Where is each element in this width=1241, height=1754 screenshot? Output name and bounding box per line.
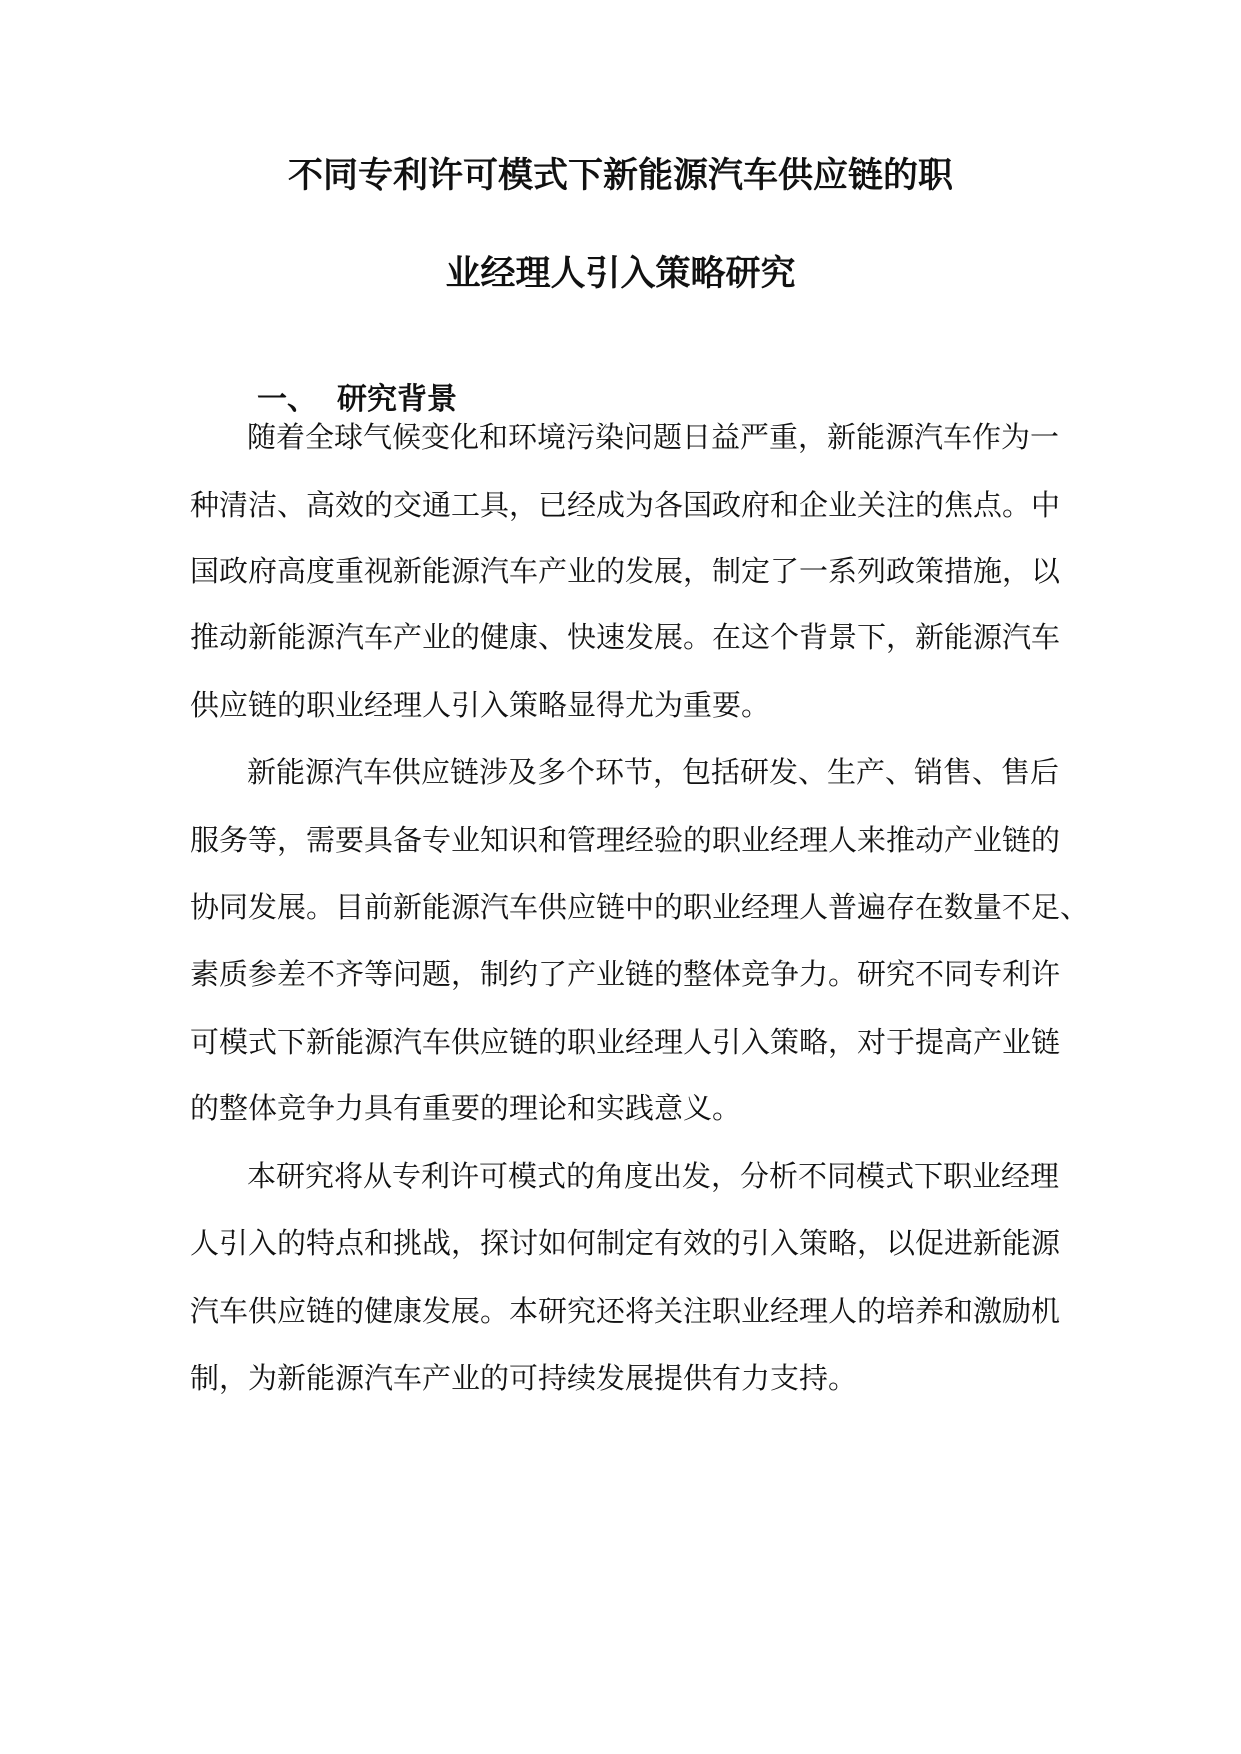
paragraph-line: 国政府高度重视新能源汽车产业的发展，制定了一系列政策措施，以: [190, 554, 1061, 588]
paragraph-line: 种清洁、高效的交通工具，已经成为各国政府和企业关注的焦点。中: [190, 488, 1061, 522]
paragraph-line: 随着全球气候变化和环境污染问题日益严重，新能源汽车作为一: [247, 420, 1060, 454]
paragraph-line: 素质参差不齐等问题，制约了产业链的整体竞争力。研究不同专利许: [190, 957, 1061, 991]
paragraph-line: 可模式下新能源汽车供应链的职业经理人引入策略，对于提高产业链: [190, 1025, 1061, 1059]
paragraph-line: 汽车供应链的健康发展。本研究还将关注职业经理人的培养和激励机: [190, 1294, 1061, 1328]
document-title-line-2: 业经理人引入策略研究: [445, 253, 796, 294]
paragraph-line: 制，为新能源汽车产业的可持续发展提供有力支持。: [190, 1361, 858, 1395]
section-heading-text: 研究背景: [337, 382, 457, 417]
section-number: 一、: [257, 382, 317, 417]
paragraph-line: 协同发展。目前新能源汽车供应链中的职业经理人普遍存在数量不足、: [190, 890, 1090, 924]
paragraph-line: 推动新能源汽车产业的健康、快速发展。在这个背景下，新能源汽车: [190, 620, 1061, 654]
paragraph-line: 的整体竞争力具有重要的理论和实践意义。: [190, 1091, 742, 1125]
paragraph-line: 服务等，需要具备专业知识和管理经验的职业经理人来推动产业链的: [190, 823, 1061, 857]
paragraph-line: 本研究将从专利许可模式的角度出发，分析不同模式下职业经理: [247, 1159, 1060, 1193]
paragraph-line: 供应链的职业经理人引入策略显得尤为重要。: [190, 688, 771, 722]
section-heading: [257, 380, 457, 420]
paragraph-line: 人引入的特点和挑战，探讨如何制定有效的引入策略，以促进新能源: [190, 1226, 1061, 1260]
paragraph-line: 新能源汽车供应链涉及多个环节，包括研发、生产、销售、售后: [247, 755, 1060, 789]
document-title-line-1: 不同专利许可模式下新能源汽车供应链的职: [287, 155, 953, 196]
